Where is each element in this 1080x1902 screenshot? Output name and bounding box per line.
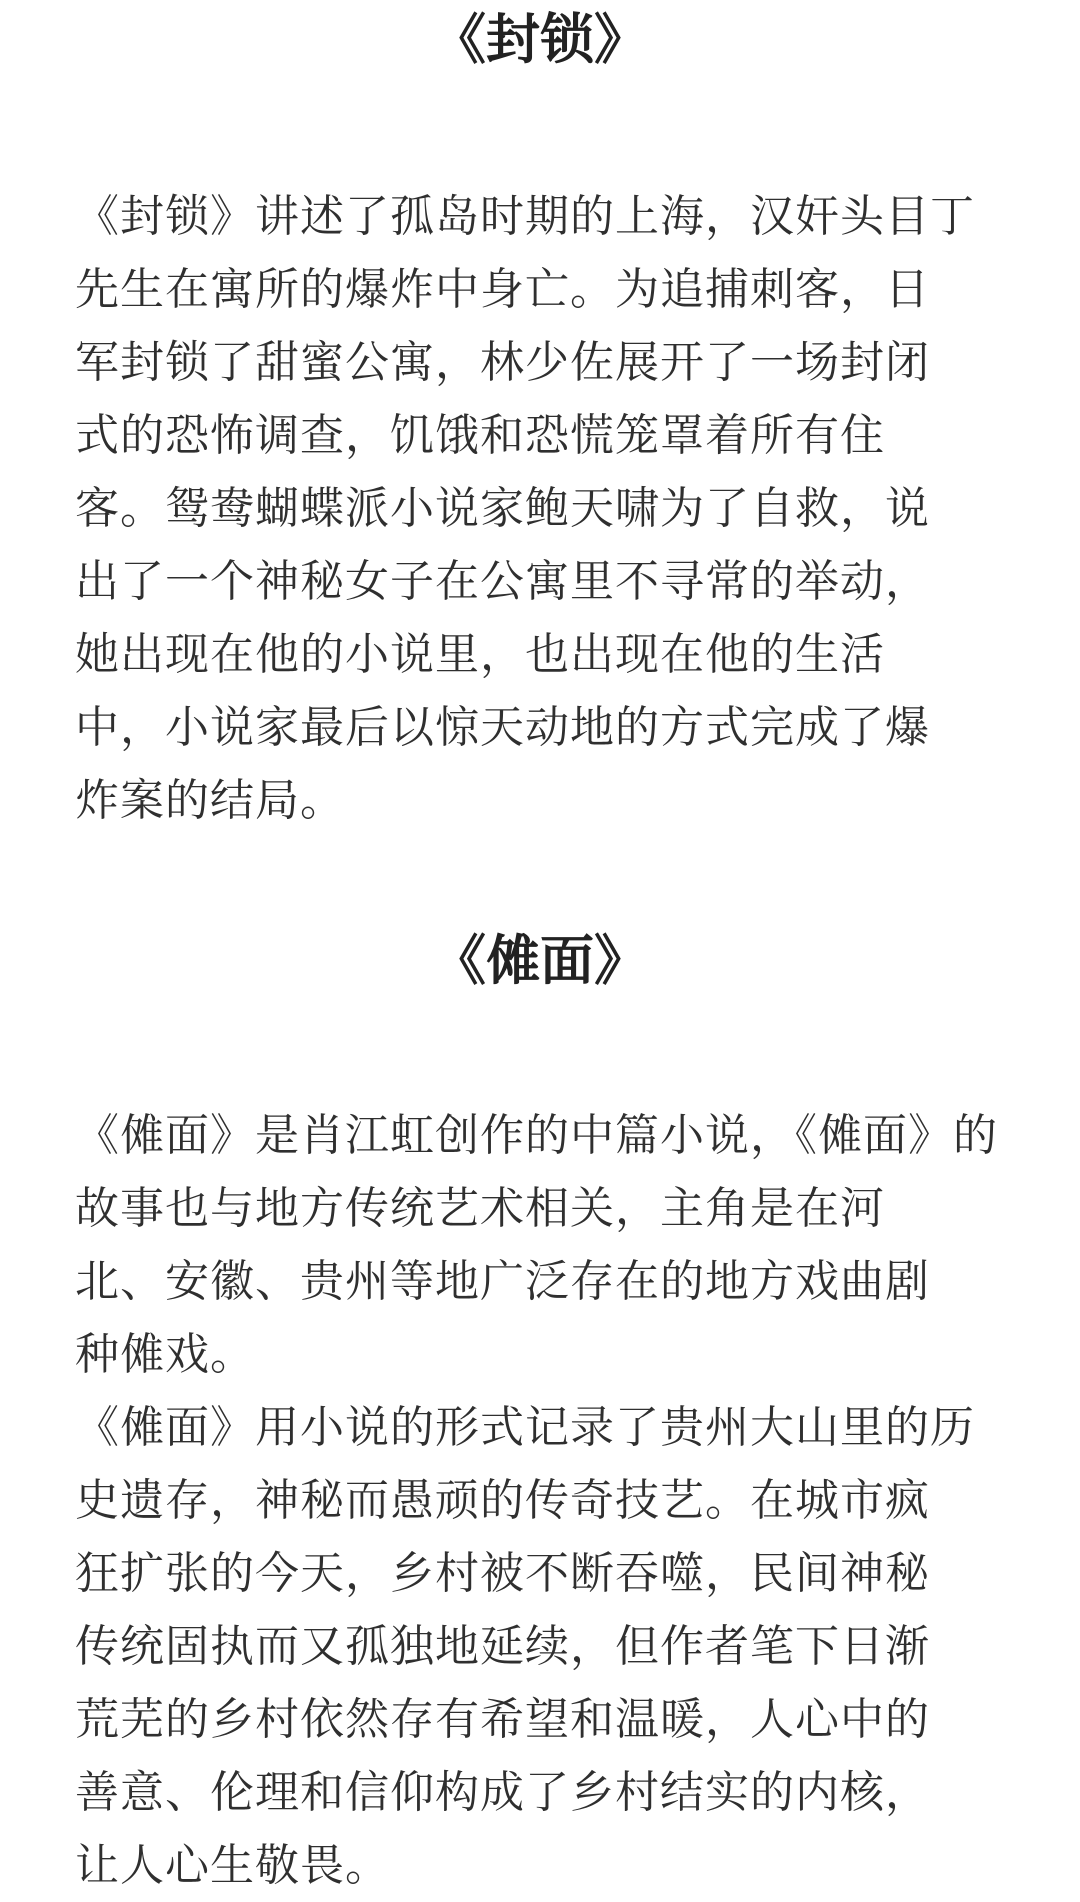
text-line: 《傩面》用小说的形式记录了贵州大山里的历	[75, 1402, 975, 1453]
text-line: 中，小说家最后以惊天动地的方式完成了爆	[75, 702, 930, 753]
text-line: 史遗存，神秘而愚顽的传奇技艺。在城市疯	[75, 1475, 930, 1526]
paragraph-nuomian-summary	[75, 1391, 1005, 1902]
text-line: 军封锁了甜蜜公寓，林少佐展开了一场封闭	[75, 337, 930, 388]
text-line: 式的恐怖调查，饥饿和恐慌笼罩着所有住	[75, 410, 885, 461]
text-line: 北、安徽、贵州等地广泛存在的地方戏曲剧	[75, 1256, 930, 1307]
text-line: 种傩戏。	[75, 1329, 255, 1380]
text-line: 让人心生敬畏。	[75, 1840, 390, 1891]
text-line: 客。鸳鸯蝴蝶派小说家鲍天啸为了自救，说	[75, 483, 930, 534]
text-line: 出了一个神秘女子在公寓里不寻常的举动，	[75, 556, 930, 607]
section-body-fengsuo	[75, 180, 1005, 837]
text-line: 先生在寓所的爆炸中身亡。为追捕刺客，日	[75, 264, 930, 315]
text-line: 《傩面》是肖江虹创作的中篇小说，《傩面》的	[75, 1110, 998, 1161]
text-line: 狂扩张的今天，乡村被不断吞噬，民间神秘	[75, 1548, 930, 1599]
paragraph-nuomian-intro	[75, 1099, 1005, 1391]
text-line: 《封锁》讲述了孤岛时期的上海，汉奸头目丁	[75, 191, 975, 242]
text-line: 她出现在他的小说里，也出现在他的生活	[75, 629, 885, 680]
paragraph-fengsuo-summary	[75, 180, 1005, 837]
text-line: 炸案的结局。	[75, 775, 345, 826]
text-line: 善意、伦理和信仰构成了乡村结实的内核，	[75, 1767, 930, 1818]
text-line: 故事也与地方传统艺术相关，主角是在河	[75, 1183, 885, 1234]
section-body-nuomian	[75, 1099, 1005, 1902]
section-title-fengsuo: 《封锁》	[432, 8, 648, 71]
section-title-nuomian: 《傩面》	[432, 929, 648, 992]
text-line: 传统固执而又孤独地延续，但作者笔下日渐	[75, 1621, 930, 1672]
text-line: 荒芜的乡村依然存有希望和温暖，人心中的	[75, 1694, 930, 1745]
